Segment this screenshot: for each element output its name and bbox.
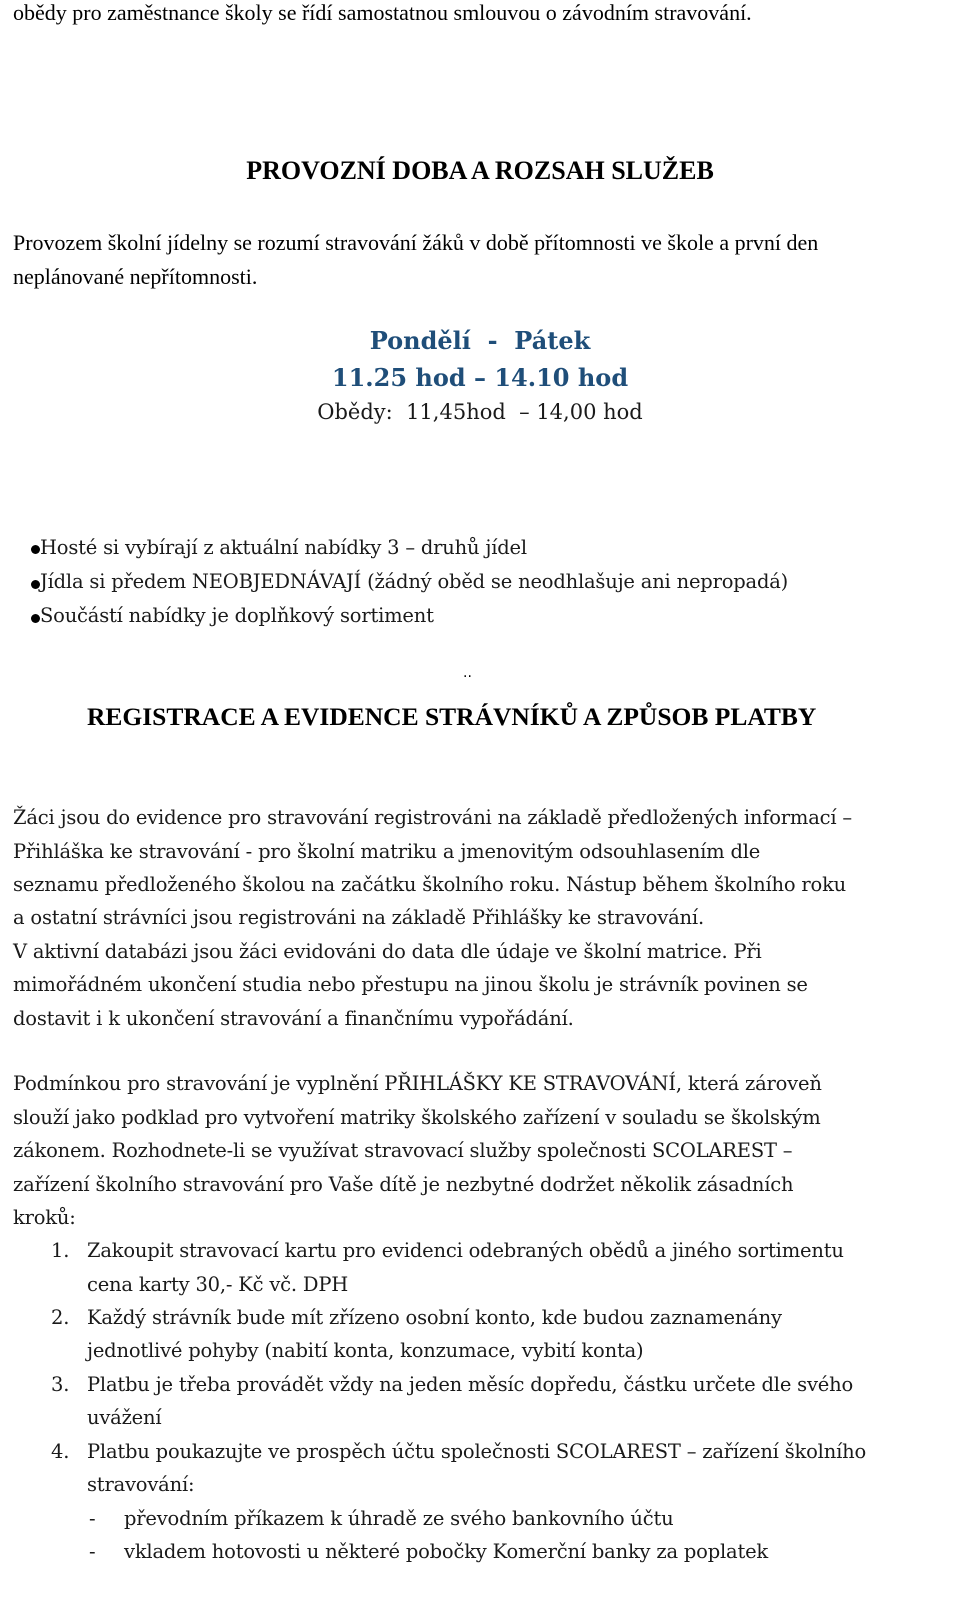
paragraph-line: zákonem. Rozhodnete-li se využívat stravovací služby společnosti SCOLAREST –: [13, 1139, 793, 1162]
paragraph-line: kroků:: [13, 1206, 76, 1229]
section2-heading: REGISTRACE A EVIDENCE STRÁVNÍKŮ A ZPŮSOB PLATBY: [87, 702, 817, 731]
step-number: 4.: [51, 1440, 70, 1463]
dash-text: převodním příkazem k úhradě ze svého bankovního účtu: [124, 1507, 674, 1530]
bullet-text: Součástí nabídky je doplňkový sortiment: [40, 604, 434, 627]
paragraph-line: Žáci jsou do evidence pro stravování registrováni na základě předložených informací –: [13, 806, 852, 829]
step-text: Každý strávník bude mít zřízeno osobní konto, kde budou zaznamenány: [87, 1306, 782, 1329]
paragraph-line: zařízení školního stravování pro Vaše dítě je nezbytné dodržet několik zásadních: [13, 1173, 794, 1196]
bullet-dot: [31, 580, 40, 589]
section1-intro-line2: neplánované nepřítomnosti.: [13, 264, 258, 289]
paragraph-line: mimořádném ukončení studia nebo přestupu na jinou školu je strávník povinen se: [13, 973, 808, 996]
step-text: cena karty 30,- Kč vč. DPH: [87, 1273, 349, 1296]
paragraph-line: V aktivní databázi jsou žáci evidováni do data dle údaje ve školní matrice. Při: [13, 940, 762, 963]
opening-hours: 11.25 hod – 14.10 hod: [331, 363, 629, 392]
paragraph-line: Podmínkou pro stravování je vyplnění PŘIHLÁŠKY KE STRAVOVÁNÍ, která zároveň: [13, 1072, 822, 1095]
step-number: 2.: [51, 1306, 70, 1329]
paragraph-line: dostavit i k ukončení stravování a finančnímu vypořádání.: [13, 1007, 574, 1030]
dash-marker: -: [89, 1540, 96, 1563]
paragraph-line: a ostatní strávníci jsou registrováni na základě Přihlášky ke stravování.: [13, 906, 704, 929]
bullet-text: Hosté si vybírají z aktuální nabídky 3 – druhů jídel: [40, 536, 527, 559]
top-line: obědy pro zaměstnance školy se řídí samostatnou smlouvou o závodním stravování.: [13, 0, 752, 25]
bullet-text: Jídla si předem NEOBJEDNÁVAJÍ (žádný oběd se neodhlašuje ani nepropadá): [40, 570, 789, 593]
section1-heading: PROVOZNÍ DOBA A ROZSAH SLUŽEB: [246, 156, 714, 185]
separator-mark: ..: [463, 665, 472, 681]
step-number: 1.: [51, 1239, 70, 1262]
paragraph-line: seznamu předloženého školou na začátku školního roku. Nástup během školního roku: [13, 873, 847, 896]
paragraph-line: Přihláška ke stravování - pro školní matriku a jmenovitým odsouhlasením dle: [13, 840, 761, 863]
bullet-dot: [31, 545, 40, 554]
step-text: jednotlivé pohyby (nabití konta, konzumace, vybití konta): [87, 1339, 644, 1362]
step-text: uvážení: [87, 1406, 162, 1429]
dash-text: vkladem hotovosti u některé pobočky Komerční banky za poplatek: [124, 1540, 769, 1563]
section1-intro-line1: Provozem školní jídelny se rozumí stravování žáků v době přítomnosti ve škole a první den: [13, 230, 819, 255]
step-text: Platbu poukazujte ve prospěch účtu společnosti SCOLAREST – zařízení školního: [87, 1440, 867, 1463]
step-text: stravování:: [87, 1473, 195, 1496]
lunch-hours: Obědy: 11,45hod – 14,00 hod: [317, 400, 643, 424]
dash-marker: -: [89, 1507, 96, 1530]
step-text: Zakoupit stravovací kartu pro evidenci odebraných obědů a jiného sortimentu: [87, 1239, 844, 1262]
opening-days: Pondělí - Pátek: [369, 326, 591, 355]
step-text: Platbu je třeba provádět vždy na jeden měsíc dopředu, částku určete dle svého: [87, 1373, 854, 1396]
paragraph-line: slouží jako podklad pro vytvoření matriky školského zařízení v souladu se školským: [13, 1106, 821, 1129]
step-number: 3.: [51, 1373, 70, 1396]
bullet-dot: [31, 614, 40, 623]
